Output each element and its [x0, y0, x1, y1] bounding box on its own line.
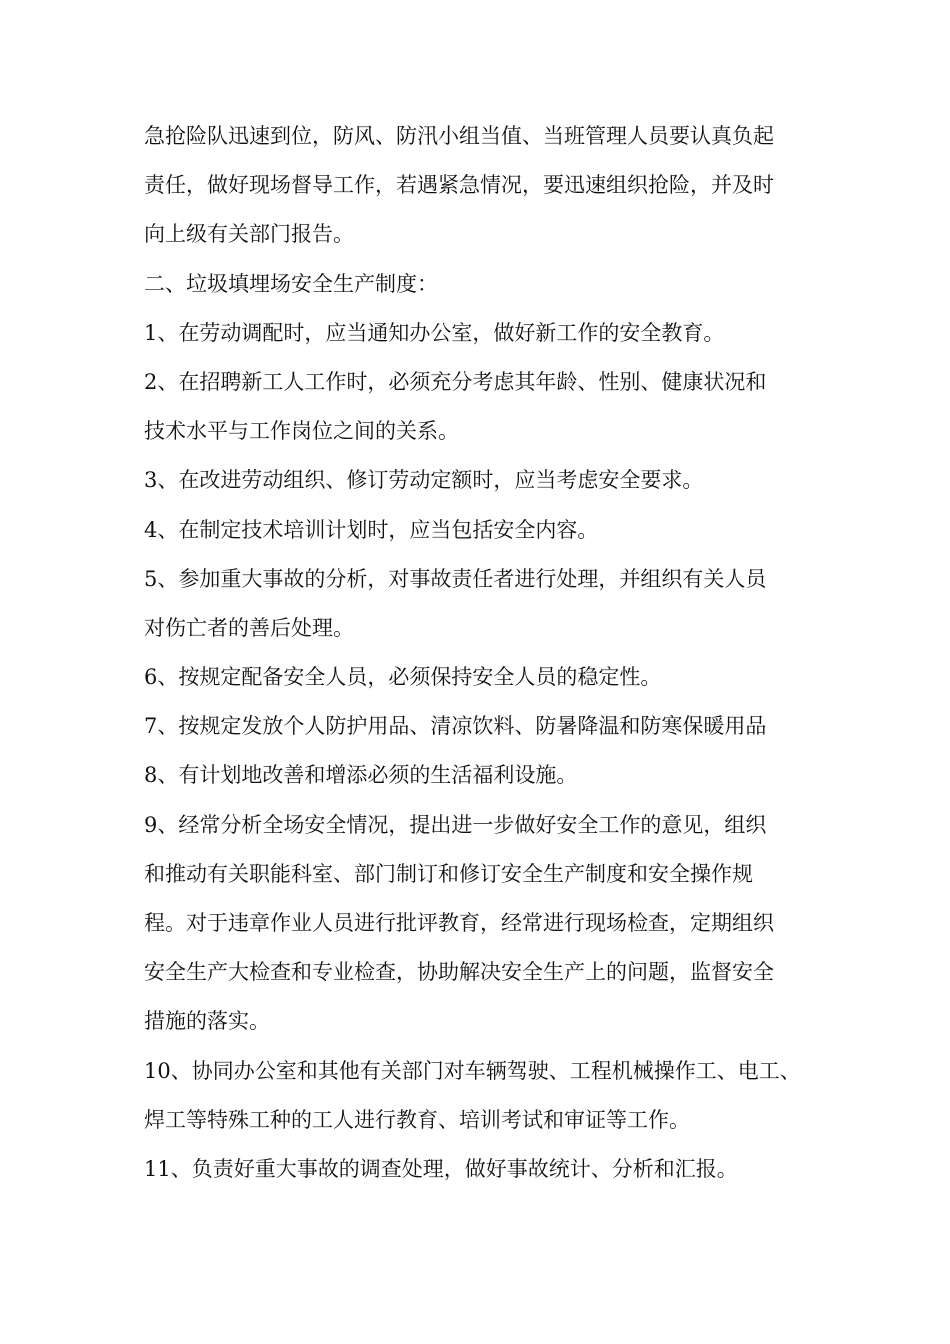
text-line: 责任，做好现场督导工作，若遇紧急情况，要迅速组织抢险，并及时	[144, 173, 774, 198]
list-item: 6、按规定配备安全人员，必须保持安全人员的稳定性。	[144, 665, 662, 690]
list-item: 9、经常分析全场安全情况，提出进一步做好安全工作的意见，组织	[144, 812, 767, 837]
text-line: 向上级有关部门报告。	[144, 222, 354, 247]
text-line: 程。对于违章作业人员进行批评教育，经常进行现场检查，定期组织	[144, 911, 774, 935]
text-line: 和推动有关职能科室、部门制订和修订安全生产制度和安全操作规	[144, 861, 753, 886]
text-line: 急抢险队迅速到位，防风、防汛小组当值、当班管理人员要认真负起	[144, 124, 774, 148]
text-line: 措施的落实。	[144, 1009, 270, 1034]
document-body	[144, 112, 824, 1194]
list-item: 11、负责好重大事故的调查处理，做好事故统计、分析和汇报。	[144, 1156, 738, 1181]
list-item: 4、在制定技术培训计划时，应当包括安全内容。	[144, 517, 599, 542]
section-heading: 二、垃圾填埋场安全生产制度：	[144, 271, 438, 296]
list-item: 5、参加重大事故的分析，对事故责任者进行处理，并组织有关人员	[144, 566, 767, 591]
list-item: 8、有计划地改善和增添必须的生活福利设施。	[144, 763, 578, 788]
list-item: 2、在招聘新工人工作时，必须充分考虑其年龄、性别、健康状况和	[144, 369, 767, 394]
list-item: 3、在改进劳动组织、修订劳动定额时，应当考虑安全要求。	[144, 468, 704, 493]
list-item: 7、按规定发放个人防护用品、清凉饮料、防暑降温和防寒保暖用品	[144, 714, 767, 739]
text-line: 技术水平与工作岗位之间的关系。	[144, 419, 459, 444]
list-item: 1、在劳动调配时，应当通知办公室，做好新工作的安全教育。	[144, 320, 725, 345]
text-line: 安全生产大检查和专业检查，协助解决安全生产上的问题，监督安全	[144, 960, 774, 985]
text-line: 焊工等特殊工种的工人进行教育、培训考试和审证等工作。	[144, 1107, 690, 1132]
list-item: 10、协同办公室和其他有关部门对车辆驾驶、工程机械操作工、电工、	[144, 1058, 801, 1083]
text-line: 对伤亡者的善后处理。	[144, 615, 354, 640]
